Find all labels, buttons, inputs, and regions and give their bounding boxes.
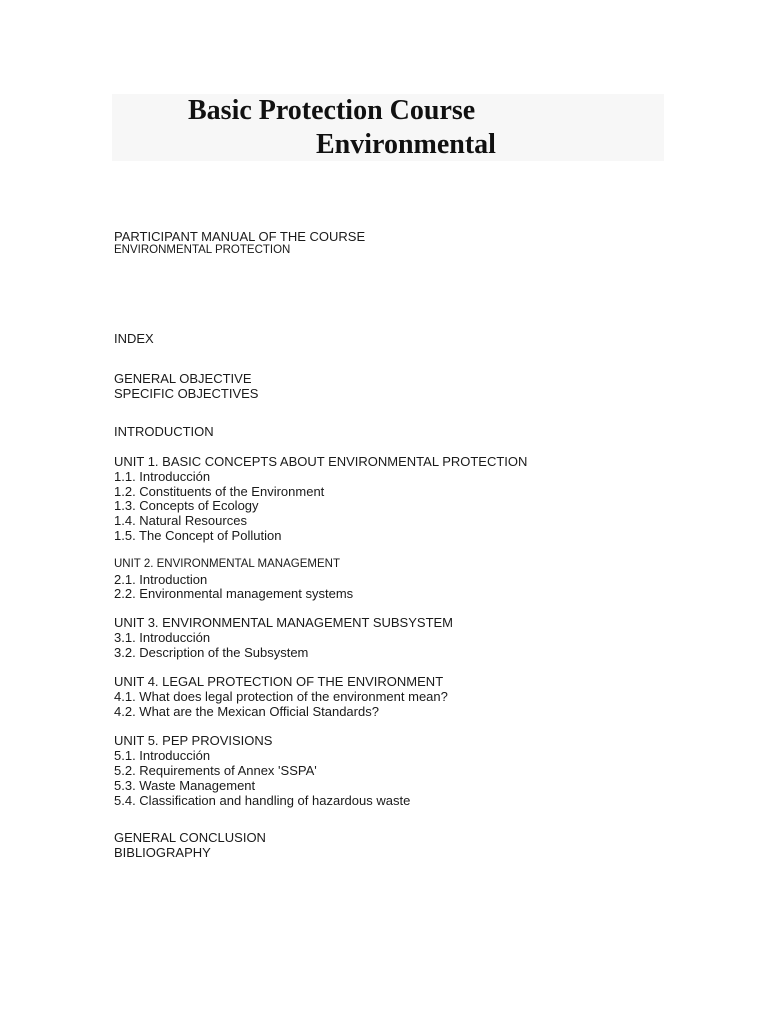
toc-item: 4.2. What are the Mexican Official Standards? [114,704,379,719]
toc-unit-5-title: UNIT 5. PEP PROVISIONS [114,733,273,748]
document-title-line-2: Environmental [316,129,496,160]
toc-item: 4.1. What does legal protection of the environment mean? [114,689,448,704]
toc-item: 1.4. Natural Resources [114,513,247,528]
toc-specific-objectives: SPECIFIC OBJECTIVES [114,386,259,401]
toc-item: 1.5. The Concept of Pollution [114,528,282,543]
toc-unit-1-title: UNIT 1. BASIC CONCEPTS ABOUT ENVIRONMENTAL PROTECTION [114,454,528,469]
toc-general-objective: GENERAL OBJECTIVE [114,371,252,386]
toc-item: 5.4. Classification and handling of hazardous waste [114,793,411,808]
toc-item: 5.1. Introducción [114,748,211,763]
toc-item: 5.2. Requirements of Annex 'SSPA' [114,763,317,778]
toc-item: 1.3. Concepts of Ecology [114,498,259,513]
toc-item: 2.2. Environmental management systems [114,586,354,601]
toc-item: 5.3. Waste Management [114,778,256,793]
toc-item: 1.1. Introducción [114,469,211,484]
toc-bibliography: BIBLIOGRAPHY [114,845,211,860]
toc-general-conclusion: GENERAL CONCLUSION [114,830,266,845]
manual-subtitle: PARTICIPANT MANUAL OF THE COURSE [114,229,366,244]
toc-item: 2.1. Introduction [114,572,208,587]
toc-unit-4-title: UNIT 4. LEGAL PROTECTION OF THE ENVIRONMENT [114,674,444,689]
manual-subtitle-subject: ENVIRONMENTAL PROTECTION [114,244,291,256]
index-heading: INDEX [114,331,154,346]
document-title-line-1: Basic Protection Course [188,95,476,126]
toc-unit-3-title: UNIT 3. ENVIRONMENTAL MANAGEMENT SUBSYSTEM [114,615,454,630]
toc-item: 3.2. Description of the Subsystem [114,645,309,660]
toc-unit-2-title: UNIT 2. ENVIRONMENTAL MANAGEMENT [114,558,340,570]
toc-item: 1.2. Constituents of the Environment [114,484,325,499]
toc-item: 3.1. Introducción [114,630,211,645]
toc-introduction: INTRODUCTION [114,424,214,439]
